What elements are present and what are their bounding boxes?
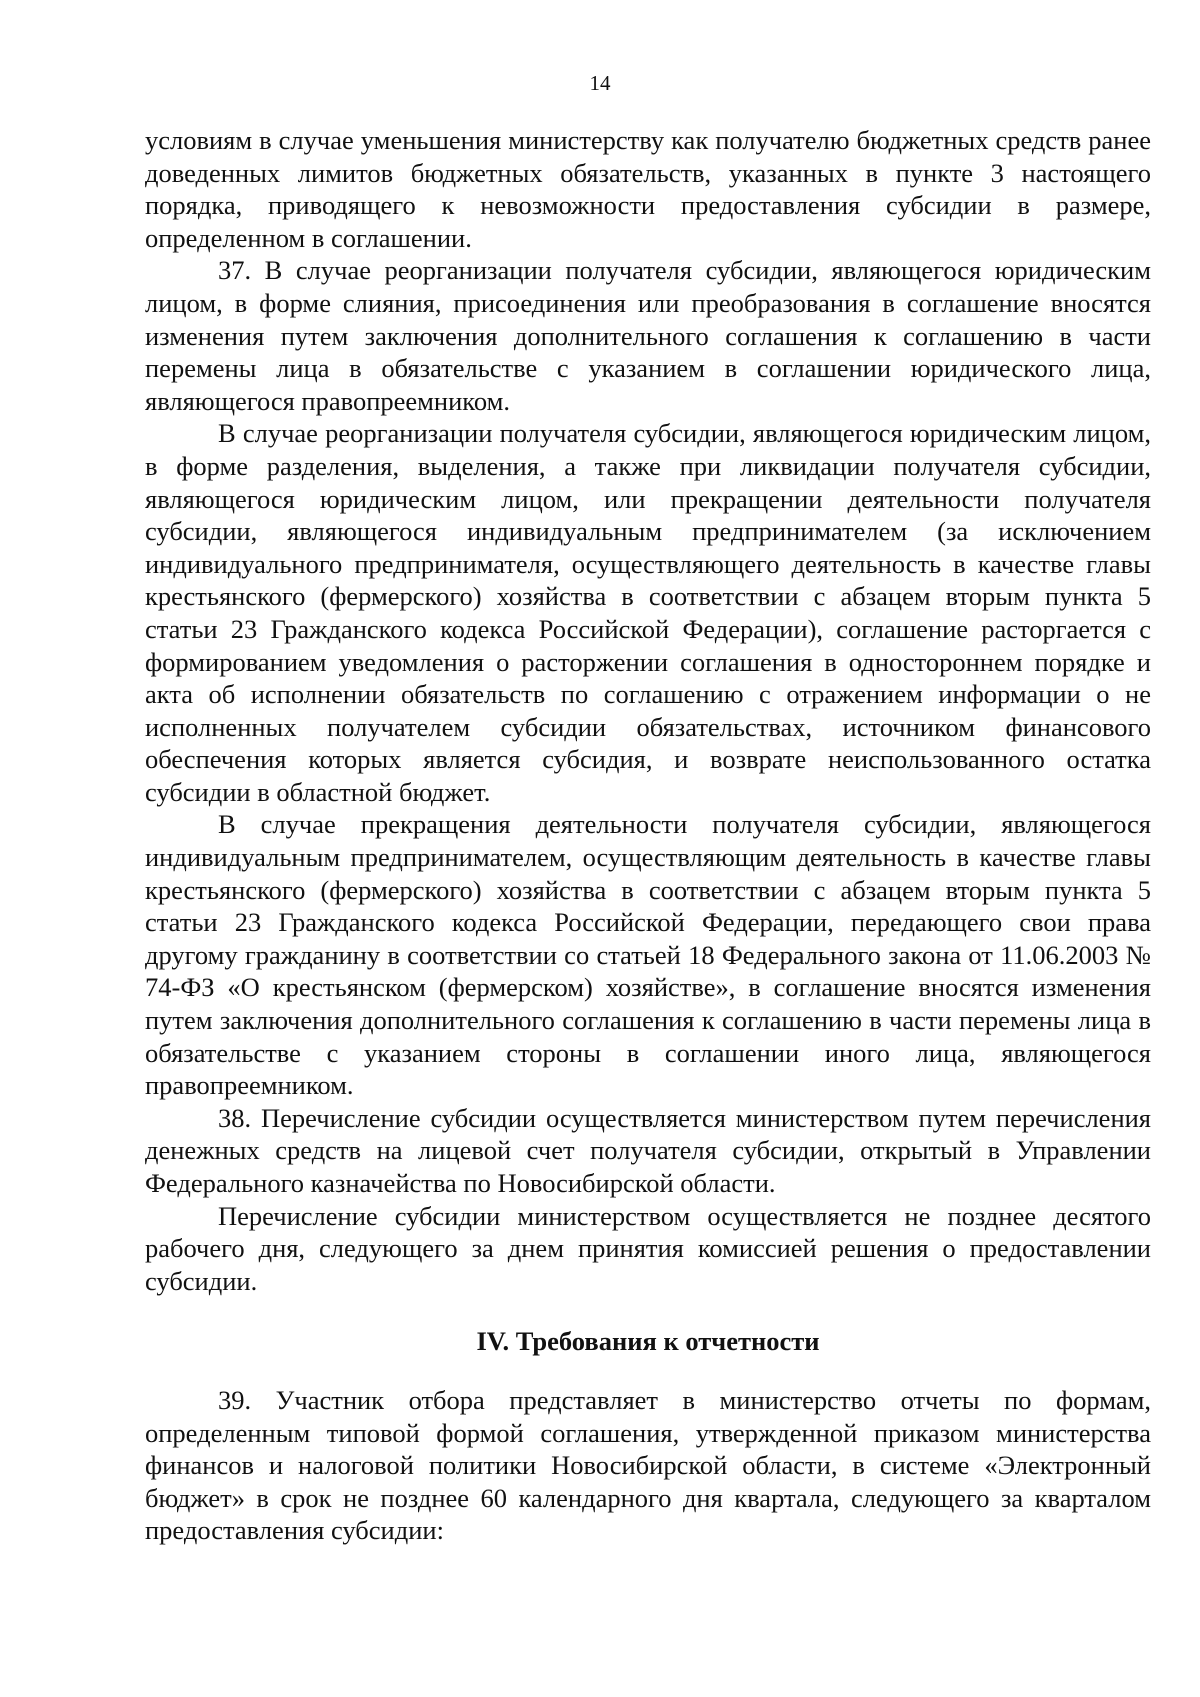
paragraph-termination-farmer: В случае прекращения деятельности получателя субсидии, являющегося индивидуальным предпринимателем, осуществляющим деятельность в качестве главы крестьянского (фермерского) хозяйства в соответствии с абзацем вторым пункта 5 статьи 23 Гражданского кодекса Российской Федерации, передающего свои права другому гражданину в соответствии со статьей 18 Федерального закона от 11.06.2003 № 74-ФЗ «О крестьянском (фермерском) хозяйстве», в соглашение вносятся изменения путем заключения дополнительного соглашения к соглашению в части перемены лица в обязательстве с указанием стороны в соглашении иного лица, являющегося правопреемником.: [145, 809, 1151, 1101]
paragraph-item-39: 39. Участник отбора представляет в министерство отчеты по формам, определенным типовой формой соглашения, утвержденной приказом министерства финансов и налоговой политики Новосибирской области, в системе «Электронный бюджет» в срок не позднее 60 календарного дня квартала, следующего за кварталом предоставления субсидии:: [145, 1384, 1151, 1546]
document-body: [145, 124, 1151, 1547]
paragraph-item-37: 37. В случае реорганизации получателя субсидии, являющегося юридическим лицом, в форме слияния, присоединения или преобразования в соглашение вносятся изменения путем заключения дополнительного соглашения к соглашению в части перемены лица в обязательстве с указанием в соглашении юридического лица, являющегося правопреемником.: [145, 255, 1151, 416]
paragraph-continuation: условиям в случае уменьшения министерству как получателю бюджетных средств ранее доведенных лимитов бюджетных обязательств, указанных в пункте 3 настоящего порядка, приводящего к невозможности предоставления субсидии в размере, определенном в соглашении.: [145, 125, 1151, 253]
section-heading: IV. Требования к отчетности: [476, 1326, 820, 1357]
paragraph-transfer-deadline: Перечисление субсидии министерством осуществляется не позднее десятого рабочего дня, следующего за днем принятия комиссией решения о предоставлении субсидии.: [145, 1200, 1151, 1296]
paragraph-item-38: 38. Перечисление субсидии осуществляется министерством путем перечисления денежных средств на лицевой счет получателя субсидии, открытый в Управлении Федерального казначейства по Новосибирской области.: [145, 1102, 1151, 1198]
page-number: 14: [589, 71, 611, 95]
paragraph-reorganization-division: В случае реорганизации получателя субсидии, являющегося юридическим лицом, в форме разделения, выделения, а также при ликвидации получателя субсидии, являющегося юридическим лицом, или прекращении деятельности получателя субсидии, являющегося индивидуальным предпринимателем (за исключением индивидуального предпринимателя, осуществляющего деятельность в качестве главы крестьянского (фермерского) хозяйства в соответствии с абзацем вторым пункта 5 статьи 23 Гражданского кодекса Российской Федерации), соглашение расторгается с формированием уведомления о расторжении соглашения в одностороннем порядке и акта об исполнении обязательств по соглашению с отражением информации о не исполненных получателем субсидии обязательствах, источником финансового обеспечения которых является субсидия, и возврате неиспользованного остатка субсидии в областной бюджет.: [145, 418, 1151, 807]
